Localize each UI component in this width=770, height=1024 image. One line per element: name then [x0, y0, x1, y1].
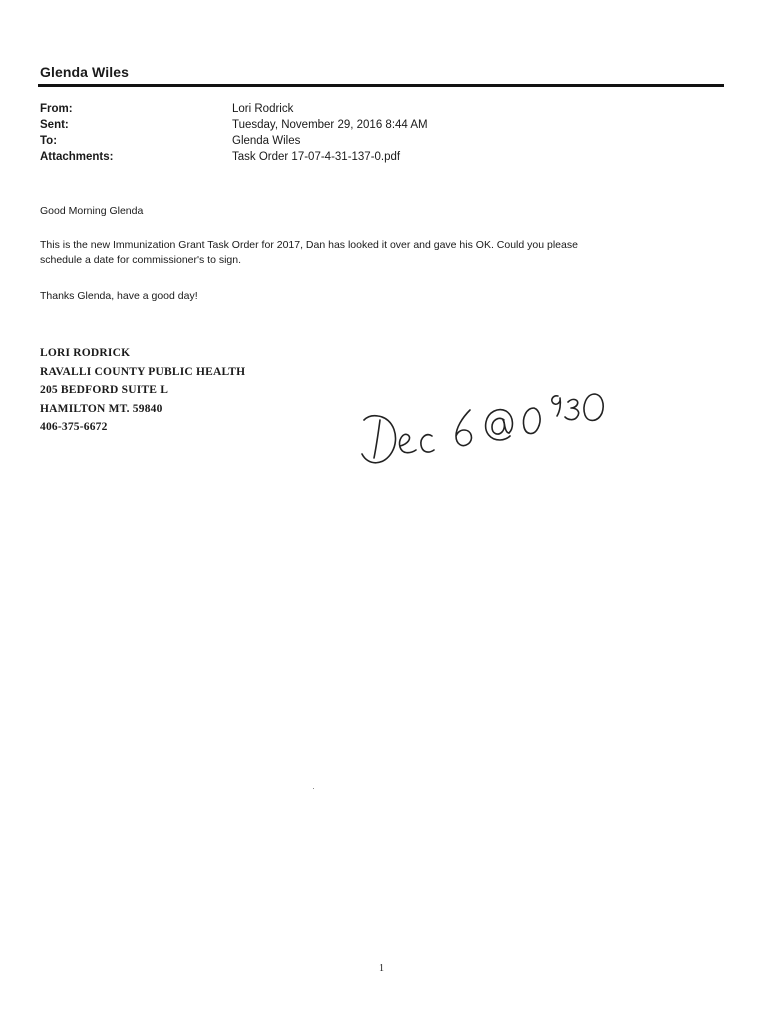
- meta-row-sent: [40, 117, 428, 133]
- sent-label: Sent:: [40, 119, 69, 131]
- from-label: From:: [40, 103, 73, 115]
- to-value: Glenda Wiles: [232, 135, 301, 147]
- page-owner-name: Glenda Wiles: [40, 64, 129, 80]
- to-label: To:: [40, 135, 58, 147]
- from-value: Lori Rodrick: [232, 103, 294, 115]
- email-meta-table: [40, 101, 428, 165]
- page-number: 1: [379, 963, 384, 974]
- signature-address2: HAMILTON MT. 59840: [40, 402, 163, 415]
- email-paragraph: [40, 238, 720, 268]
- signature-block: [40, 344, 245, 437]
- email-paragraph-line2: schedule a date for commissioner's to sign.: [40, 254, 242, 266]
- signature-address1: 205 BEDFORD SUITE L: [40, 384, 169, 396]
- attachment-filename: Task Order 17-07-4-31-137-0.pdf: [232, 151, 401, 163]
- email-greeting: Good Morning Glenda: [40, 205, 144, 217]
- meta-row-attachments: [40, 149, 428, 165]
- scan-speck: [313, 788, 314, 789]
- sent-value: Tuesday, November 29, 2016 8:44 AM: [232, 119, 428, 131]
- email-closing: Thanks Glenda, have a good day!: [40, 290, 198, 302]
- meta-row-to: [40, 133, 428, 149]
- signature-phone: 406-375-6672: [40, 421, 108, 433]
- email-paragraph-line1: This is the new Immunization Grant Task Order for 2017, Dan has looked it over and gave his OK. Could you please: [40, 239, 578, 251]
- meta-row-from: [40, 101, 428, 117]
- signature-name: LORI RODRICK: [40, 347, 131, 359]
- handwritten-note: [358, 380, 628, 480]
- header-rule: [38, 84, 724, 87]
- attachments-label: Attachments:: [40, 151, 114, 163]
- signature-org: RAVALLI COUNTY PUBLIC HEALTH: [40, 365, 246, 378]
